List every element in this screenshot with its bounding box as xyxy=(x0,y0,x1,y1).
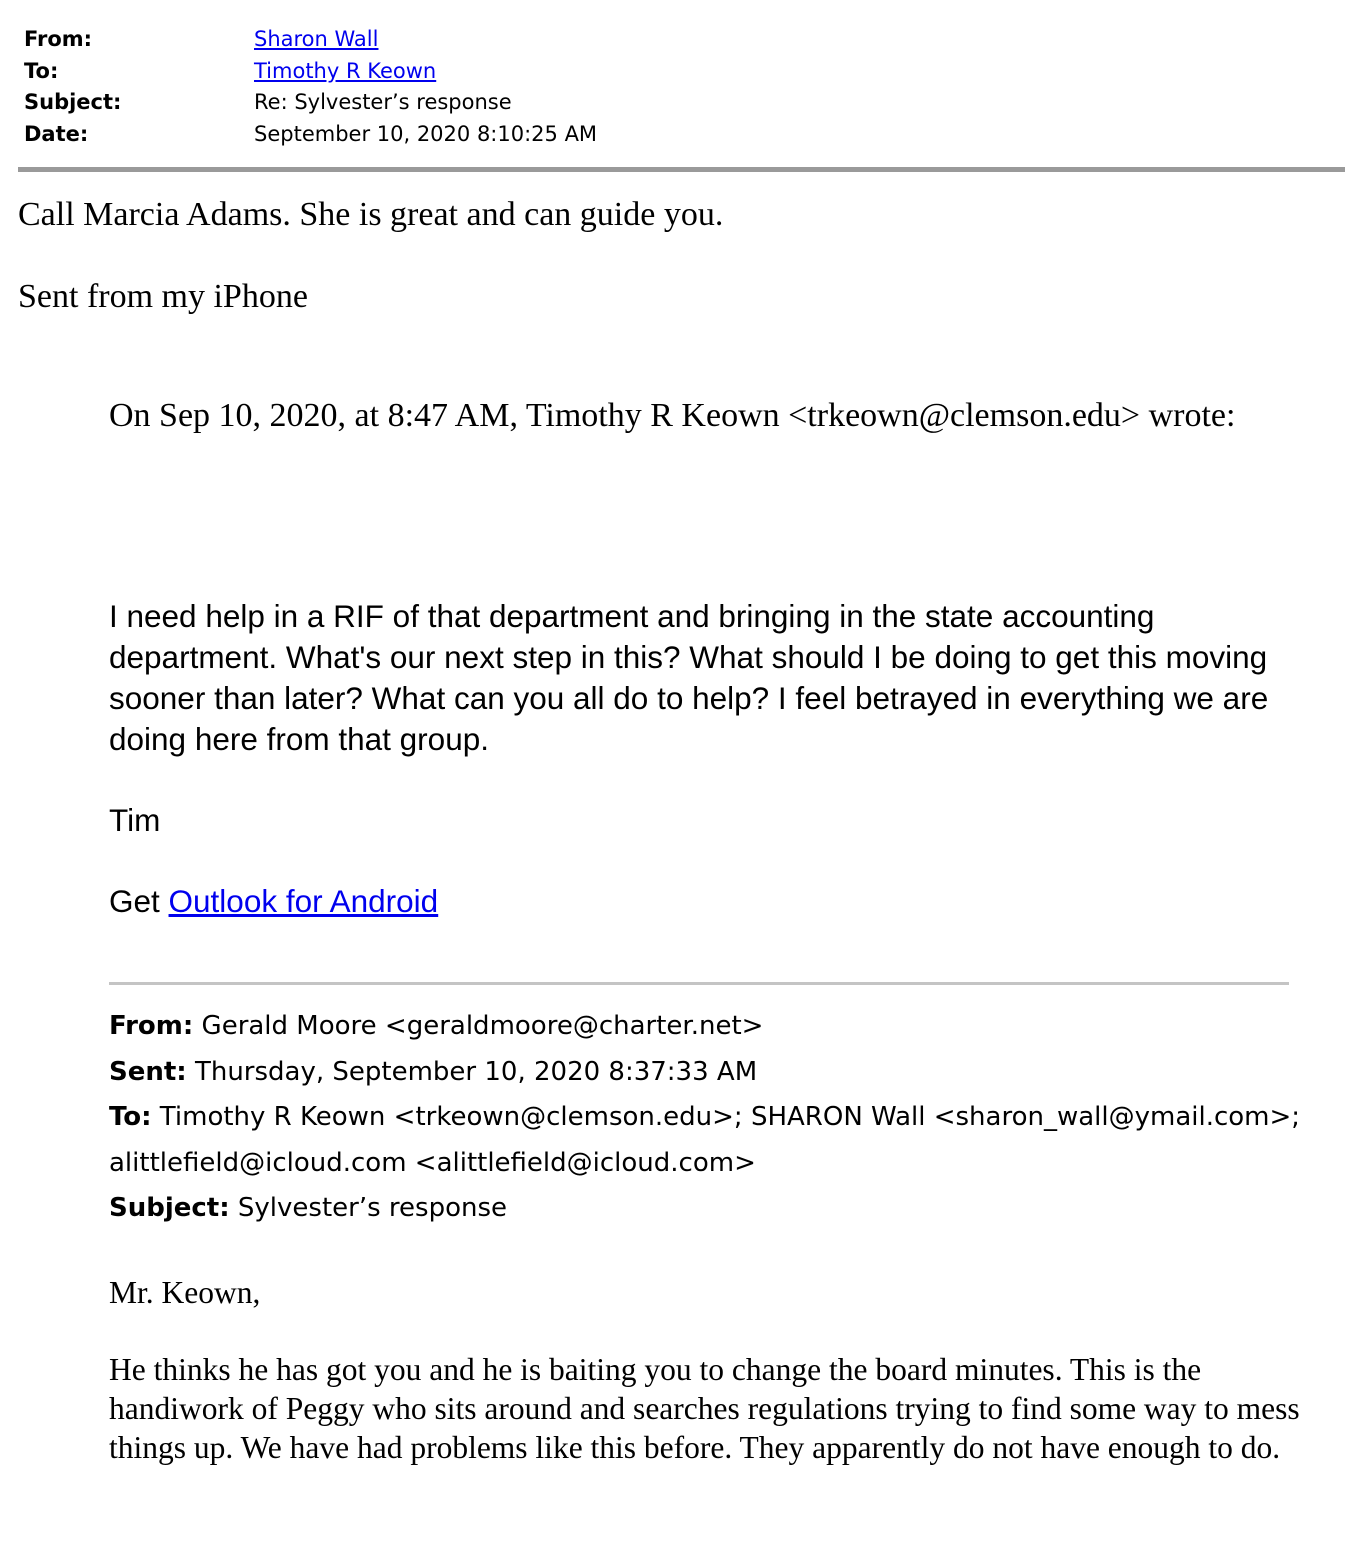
forwarded-from-row xyxy=(109,1004,1309,1050)
forwarded-sent-label: Sent: xyxy=(109,1056,187,1087)
forwarded-to-value: Timothy R Keown <trkeown@clemson.edu>; SHARON Wall <sharon_wall@ymail.com>; alittlefield@icloud.com <alittlefield@icloud.com> xyxy=(109,1102,1309,1178)
header-date-value: September 10, 2020 8:10:25 AM xyxy=(254,121,598,146)
quoted-attribution: On Sep 10, 2020, at 8:47 AM, Timothy R Keown <trkeown@clemson.edu> wrote: xyxy=(109,397,1236,434)
outlook-for-android-link[interactable]: Outlook for Android xyxy=(168,883,439,919)
forwarded-sent-row xyxy=(109,1050,1309,1096)
recipient-link[interactable]: Timothy R Keown xyxy=(254,58,437,83)
header-from-label: From: xyxy=(24,27,93,51)
forwarded-from-value: Gerald Moore <geraldmoore@charter.net> xyxy=(193,1011,764,1041)
header-subject-label: Subject: xyxy=(24,90,122,114)
sender-link[interactable]: Sharon Wall xyxy=(254,27,379,51)
email-header xyxy=(24,24,597,150)
header-date-row xyxy=(24,119,597,151)
header-to-label: To: xyxy=(24,58,59,83)
forwarded-subject-value: Sylvester’s response xyxy=(229,1193,507,1223)
outlook-promo xyxy=(109,881,438,922)
forwarded-subject-label: Subject: xyxy=(109,1193,230,1223)
forwarded-header xyxy=(109,1004,1309,1232)
outlook-promo-prefix: Get xyxy=(109,883,169,919)
header-to-row xyxy=(24,56,597,88)
forwarded-message-body: He thinks he has got you and he is baiting you to change the board minutes. This is the handiwork of Peggy who sits around and searches regulations trying to find some way to mess things up. We have had problems like this before. They apparently do not have enough to do. xyxy=(109,1352,1300,1465)
header-from-row xyxy=(24,24,597,56)
forwarded-greeting: Mr. Keown, xyxy=(109,1275,261,1310)
forwarded-sent-value: Thursday, September 10, 2020 8:37:33 AM xyxy=(186,1056,758,1087)
header-subject-row xyxy=(24,87,597,119)
quoted-sign-off: Tim xyxy=(109,802,161,838)
header-date-label: Date: xyxy=(24,121,89,146)
reply-message: Call Marcia Adams. She is great and can guide you. xyxy=(18,196,724,233)
header-subject-value: Re: Sylvester’s response xyxy=(254,90,512,114)
forwarded-from-label: From: xyxy=(109,1011,194,1041)
forwarded-subject-row xyxy=(109,1186,1309,1232)
forwarded-divider xyxy=(109,982,1289,985)
forwarded-to-row xyxy=(109,1095,1309,1186)
header-divider xyxy=(18,167,1345,172)
forwarded-to-label: To: xyxy=(109,1102,152,1132)
reply-signature: Sent from my iPhone xyxy=(18,278,308,315)
quoted-message-body: I need help in a RIF of that department and bringing in the state accounting department. What's our next step in this? What should I be doing to get this moving sooner than later? What can you all do to help? I feel betrayed in everything we are doing here from that group. xyxy=(109,598,1269,757)
